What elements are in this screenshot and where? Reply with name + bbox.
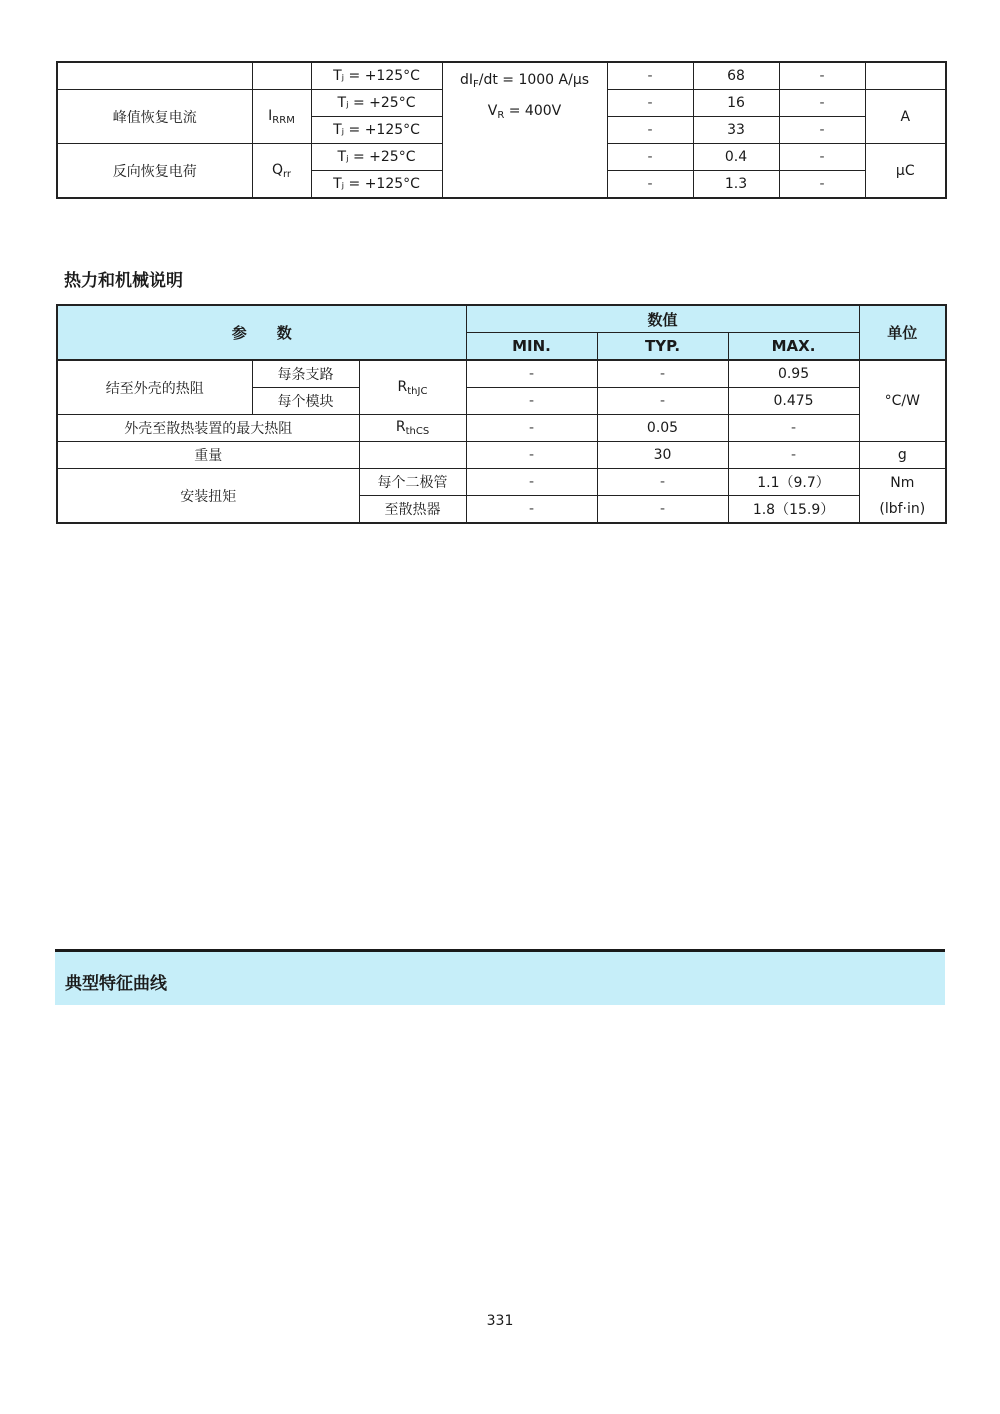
thermal-mechanical-table	[56, 304, 947, 524]
table-row	[57, 415, 946, 442]
unit-line-1: Nm	[890, 474, 915, 491]
param-cell	[57, 62, 252, 90]
min-cell: -	[466, 415, 597, 442]
max-cell: 1.1（9.7）	[728, 469, 859, 496]
typ-cell: -	[597, 388, 728, 415]
param-cell: 反向恢复电荷	[57, 144, 252, 199]
param-cell: 外壳至散热装置的最大热阻	[57, 415, 359, 442]
max-cell: -	[728, 415, 859, 442]
page-number: 331	[486, 1313, 514, 1329]
symbol-cell	[252, 62, 311, 90]
min-cell: -	[466, 360, 597, 388]
max-cell: -	[728, 442, 859, 469]
header-row	[57, 305, 946, 333]
symbol-cell	[359, 442, 466, 469]
test-condition-line-2: $V_R = 400V$	[487, 103, 562, 121]
symbol-cell: $R_{thJC}$	[359, 360, 466, 415]
min-cell: -	[466, 388, 597, 415]
symbol-cell: $I_{RRM}$	[252, 90, 311, 144]
condition-cell: Tⱼ = +125°C	[311, 171, 442, 199]
typ-cell: 1.3	[693, 171, 779, 199]
test-condition-cell	[442, 62, 607, 198]
typ-cell: 30	[597, 442, 728, 469]
header-unit: 单位	[859, 305, 946, 360]
min-cell: -	[607, 90, 693, 117]
min-cell: -	[466, 469, 597, 496]
sub-param-cell: 每条支路	[252, 360, 359, 388]
header-min: MIN.	[466, 333, 597, 361]
typ-cell: 0.4	[693, 144, 779, 171]
curves-section-header	[55, 949, 945, 1005]
section-title-curves: 典型特征曲线	[65, 974, 167, 994]
unit-cell: A	[865, 90, 946, 144]
min-cell: -	[466, 442, 597, 469]
table-row	[57, 62, 946, 90]
condition-cell: Tⱼ = +25°C	[311, 144, 442, 171]
unit-cell: °C/W	[859, 360, 946, 442]
section-title-thermal: 热力和机械说明	[64, 271, 183, 291]
unit-cell: g	[859, 442, 946, 469]
unit-cell	[865, 62, 946, 90]
typ-cell: -	[597, 360, 728, 388]
table-row	[57, 360, 946, 388]
min-cell: -	[466, 496, 597, 524]
unit-cell	[859, 469, 946, 524]
param-cell: 结至外壳的热阻	[57, 360, 252, 415]
min-cell: -	[607, 144, 693, 171]
param-cell: 峰值恢复电流	[57, 90, 252, 144]
max-cell: 1.8（15.9）	[728, 496, 859, 524]
recovery-characteristics-table	[56, 61, 947, 199]
typ-cell: 16	[693, 90, 779, 117]
header-values: 数值	[466, 305, 859, 333]
max-cell: -	[779, 171, 865, 199]
typ-cell: -	[597, 496, 728, 524]
test-condition-line-1: $dI_F/dt = 1000$ A/μs	[459, 72, 590, 90]
unit-line-2: (lbf·in)	[879, 500, 926, 517]
max-cell: -	[779, 62, 865, 90]
condition-cell: Tⱼ = +125°C	[311, 117, 442, 144]
min-cell: -	[607, 171, 693, 199]
param-cell: 重量	[57, 442, 359, 469]
max-cell: -	[779, 90, 865, 117]
min-cell: -	[607, 62, 693, 90]
param-cell: 安装扭矩	[57, 469, 359, 524]
symbol-cell: $Q_{rr}$	[252, 144, 311, 199]
table-row	[57, 469, 946, 496]
max-cell: -	[779, 144, 865, 171]
table-row	[57, 442, 946, 469]
typ-cell: 33	[693, 117, 779, 144]
symbol-cell: $R_{thCS}$	[359, 415, 466, 442]
min-cell: -	[607, 117, 693, 144]
header-typ: TYP.	[597, 333, 728, 361]
max-cell: -	[779, 117, 865, 144]
header-param: 参 数	[57, 305, 466, 360]
sub-param-cell: 每个二极管	[359, 469, 466, 496]
condition-cell: Tⱼ = +25°C	[311, 90, 442, 117]
max-cell: 0.95	[728, 360, 859, 388]
header-max: MAX.	[728, 333, 859, 361]
sub-param-cell: 每个模块	[252, 388, 359, 415]
typ-cell: -	[597, 469, 728, 496]
unit-cell: μC	[865, 144, 946, 199]
max-cell: 0.475	[728, 388, 859, 415]
typ-cell: 68	[693, 62, 779, 90]
sub-param-cell: 至散热器	[359, 496, 466, 524]
typ-cell: 0.05	[597, 415, 728, 442]
condition-cell: Tⱼ = +125°C	[311, 62, 442, 90]
